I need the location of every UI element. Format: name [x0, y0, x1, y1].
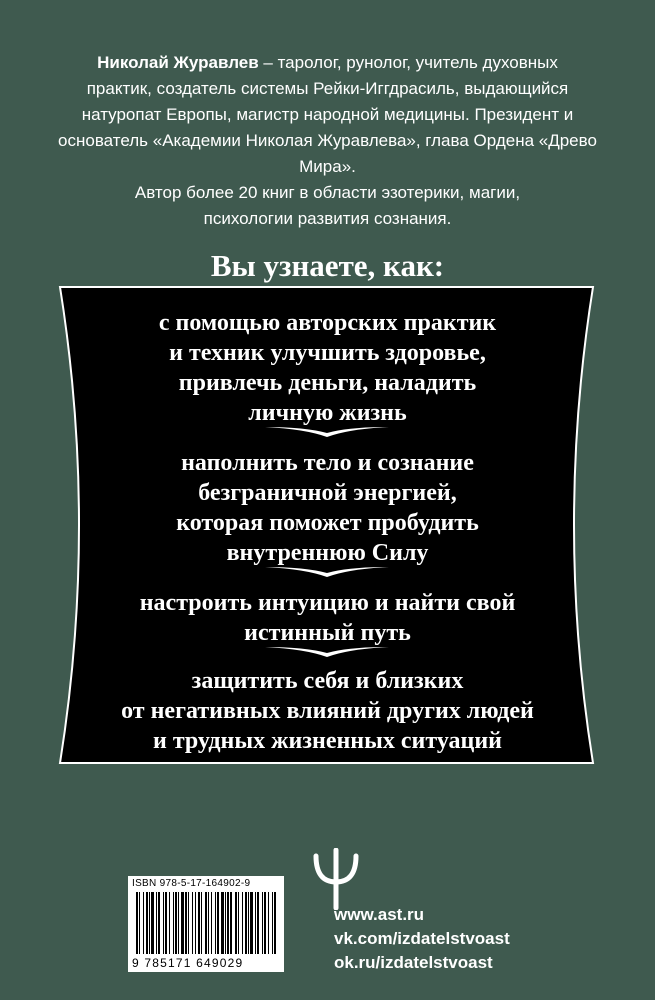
- bio-line-4: основатель «Академии Николая Журавлева», глава Ордена «Древо: [58, 131, 597, 150]
- feature-1-line-3: привлечь деньги, наладить: [178, 370, 477, 396]
- feature-item-2: [80, 448, 575, 568]
- feature-1-line-2: и техник улучшить здоровье,: [169, 340, 486, 366]
- feature-3-line-1: настроить интуицию и найти свой: [139, 590, 516, 616]
- feature-4-line-3: и трудных жизненных ситуаций: [152, 728, 502, 754]
- bio-line-1: – таролог, рунолог, учитель духовных: [258, 53, 558, 72]
- barcode-number: 9 785171 649029: [132, 956, 244, 970]
- feature-item-1: [80, 308, 575, 428]
- psi-icon: [310, 848, 362, 910]
- bio-line-3: натуропат Европы, магистр народной медицины. Президент и: [81, 105, 574, 124]
- link-vk[interactable]: vk.com/izdatelstvoast: [334, 929, 510, 948]
- barcode-bars: [134, 892, 278, 954]
- publisher-links: [334, 903, 510, 975]
- bio-line-7: психологии развития сознания.: [203, 209, 452, 228]
- bio-line-2: практик, создатель системы Рейки-Иггдрасиль, выдающийся: [86, 79, 569, 98]
- bio-line-6: Автор более 20 книг в области эзотерики, магии,: [134, 183, 521, 202]
- feature-2-line-1: наполнить тело и сознание: [181, 450, 474, 476]
- barcode: [128, 876, 284, 972]
- feature-item-4: [80, 666, 575, 756]
- feature-1-line-4: личную жизнь: [248, 400, 407, 426]
- feature-4-line-2: от негативных влияний других людей: [121, 698, 534, 724]
- feature-1-line-1: с помощью авторских практик: [158, 310, 497, 336]
- author-name: Николай Журавлев: [97, 53, 259, 72]
- link-website[interactable]: www.ast.ru: [334, 905, 425, 924]
- feature-2-line-4: внутреннюю Силу: [226, 540, 429, 566]
- feature-4-line-1: защитить себя и близких: [191, 668, 464, 694]
- feature-item-3: [80, 588, 575, 648]
- bio-line-5: Мира».: [299, 157, 356, 176]
- section-heading: Вы узнаете, как:: [210, 248, 445, 283]
- feature-3-line-2: истинный путь: [244, 620, 411, 646]
- isbn-label: ISBN 978-5-17-164902-9: [132, 878, 251, 889]
- feature-2-line-3: которая поможет пробудить: [176, 510, 479, 536]
- link-ok[interactable]: ok.ru/izdatelstvoast: [334, 953, 493, 972]
- feature-2-line-2: безграничной энергией,: [198, 480, 457, 506]
